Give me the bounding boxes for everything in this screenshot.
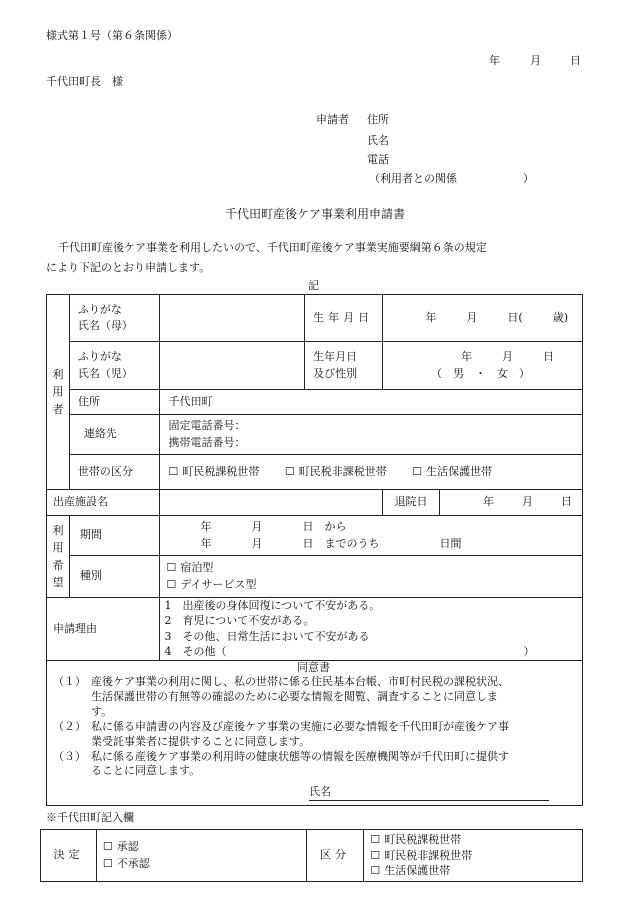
date-day: 日	[570, 54, 581, 67]
household-taxed[interactable]: ☐ 町民税課税世帯	[168, 465, 259, 478]
ki-heading: 記	[308, 279, 319, 292]
address-value[interactable]: 千代田町	[160, 390, 583, 415]
reason-options	[160, 598, 583, 661]
reason-item-2[interactable]: 2 育児について不安がある。	[164, 614, 315, 628]
addressee: 千代田町長 様	[46, 75, 123, 88]
type-stay[interactable]: ☐ 宿泊型	[166, 560, 582, 577]
office-table	[40, 829, 583, 882]
phone-fixed: 固定電話番号：	[168, 419, 246, 432]
household-options	[160, 455, 583, 490]
reason-item-3[interactable]: 3 その他、日常生活において不安がある	[164, 629, 370, 643]
facility-input[interactable]	[160, 490, 383, 516]
birth-sex-label: 生年月日 及び性別	[305, 342, 383, 390]
reason-item-4[interactable]: 4 その他（ ）	[164, 645, 535, 659]
kana-child-input[interactable]	[160, 342, 305, 390]
consent-title: 同意書	[297, 660, 330, 674]
household-nontaxed[interactable]: ☐ 町民税非課税世帯	[285, 465, 387, 478]
applicant-phone: 電話	[367, 153, 389, 166]
form-number: 様式第１号（第６条関係）	[46, 29, 178, 42]
form-title: 千代田町産後ケア事業利用申請書	[224, 207, 405, 221]
birth-mother-value[interactable]: 年 月 日( 歳)	[383, 295, 583, 342]
contact-value[interactable]	[160, 415, 583, 455]
consent-item-2: （２） 私に係る申請書の内容及び産後ケア事業の実施に必要な情報を千代田町が産後ケア事 業受託事業者に提供することに同意します。	[53, 719, 509, 748]
type-day[interactable]: ☐ デイサービス型	[166, 577, 582, 594]
birth-child-value[interactable]: 年 月 日 （ 男 ・ 女 ）	[383, 342, 583, 390]
decision-approve[interactable]: ☐ 承認	[103, 839, 306, 856]
kana-child-label: ふりがな 氏名（児）	[69, 342, 160, 390]
phone-mobile: 携帯電話番号：	[168, 435, 246, 449]
application-table	[46, 294, 583, 806]
kana-mother-label: ふりがな 氏名（母）	[69, 295, 160, 342]
applicant-name: 氏名	[367, 134, 389, 147]
applicant-address: 住所	[367, 113, 389, 126]
date-year: 年	[489, 54, 500, 67]
contact-label: 連絡先	[69, 415, 160, 455]
class-welfare[interactable]: ☐ 生活保護世帯	[370, 863, 582, 878]
period-label: 期間	[69, 516, 160, 556]
wish-group-label: 利 用 希 望	[47, 516, 70, 598]
class-nontaxed[interactable]: ☐ 町民税非課税世帯	[370, 848, 582, 863]
reason-label: 申請理由	[47, 598, 160, 661]
consent-item-1: （１） 産後ケア事業の利用に関し、私の世帯に係る住民基本台帳、市町村民税の課税状況、 生活保護世帯の有無等の確認のために必要な情報を閲覧、調査することに同意しま す。	[53, 675, 509, 719]
consent-item-3: （３） 私に係る産後ケア事業の利用時の健康状態等の情報を医療機関等が千代田町に提供す ることに同意します。	[53, 749, 509, 778]
intro-line-1: 千代田町産後ケア事業を利用したいので、千代田町産後ケア事業実施要綱第６条の規定	[58, 241, 487, 254]
facility-label: 出産施設名	[47, 490, 160, 516]
address-label: 住所	[69, 390, 160, 415]
intro-line-2: により下記のとおり申請します。	[46, 261, 211, 274]
date-month: 月	[530, 54, 541, 67]
class-options	[364, 830, 583, 882]
decision-options	[96, 830, 306, 882]
discharge-label: 退院日	[383, 490, 440, 516]
type-label: 種別	[69, 556, 160, 598]
sex-select: （ 男 ・ 女 ）	[431, 366, 530, 380]
applicant-label: 申請者	[316, 113, 349, 126]
household-welfare[interactable]: ☐ 生活保護世帯	[412, 465, 492, 478]
applicant-relation: （利用者との関係 ）	[369, 172, 534, 185]
kana-mother-input[interactable]	[160, 295, 305, 342]
household-label: 世帯の区分	[69, 455, 160, 490]
decision-reject[interactable]: ☐ 不承認	[103, 856, 306, 873]
type-options	[160, 556, 583, 598]
office-heading: ※千代田町記入欄	[46, 811, 134, 824]
consent-signature[interactable]: 氏名	[309, 785, 549, 801]
reason-item-1[interactable]: 1 出産後の身体回復について不安がある。	[164, 599, 381, 612]
decision-label: 決定	[41, 830, 97, 882]
class-label: 区分	[306, 830, 364, 882]
user-group-label: 利 用 者	[47, 295, 70, 490]
discharge-value[interactable]: 年 月 日	[439, 490, 582, 516]
class-taxed[interactable]: ☐ 町民税課税世帯	[370, 832, 582, 847]
period-value[interactable]: 年 月 日 から 年 月 日 までのうち 日間	[160, 516, 583, 556]
birth-label: 生年月日	[305, 295, 383, 342]
consent-section	[47, 660, 583, 805]
